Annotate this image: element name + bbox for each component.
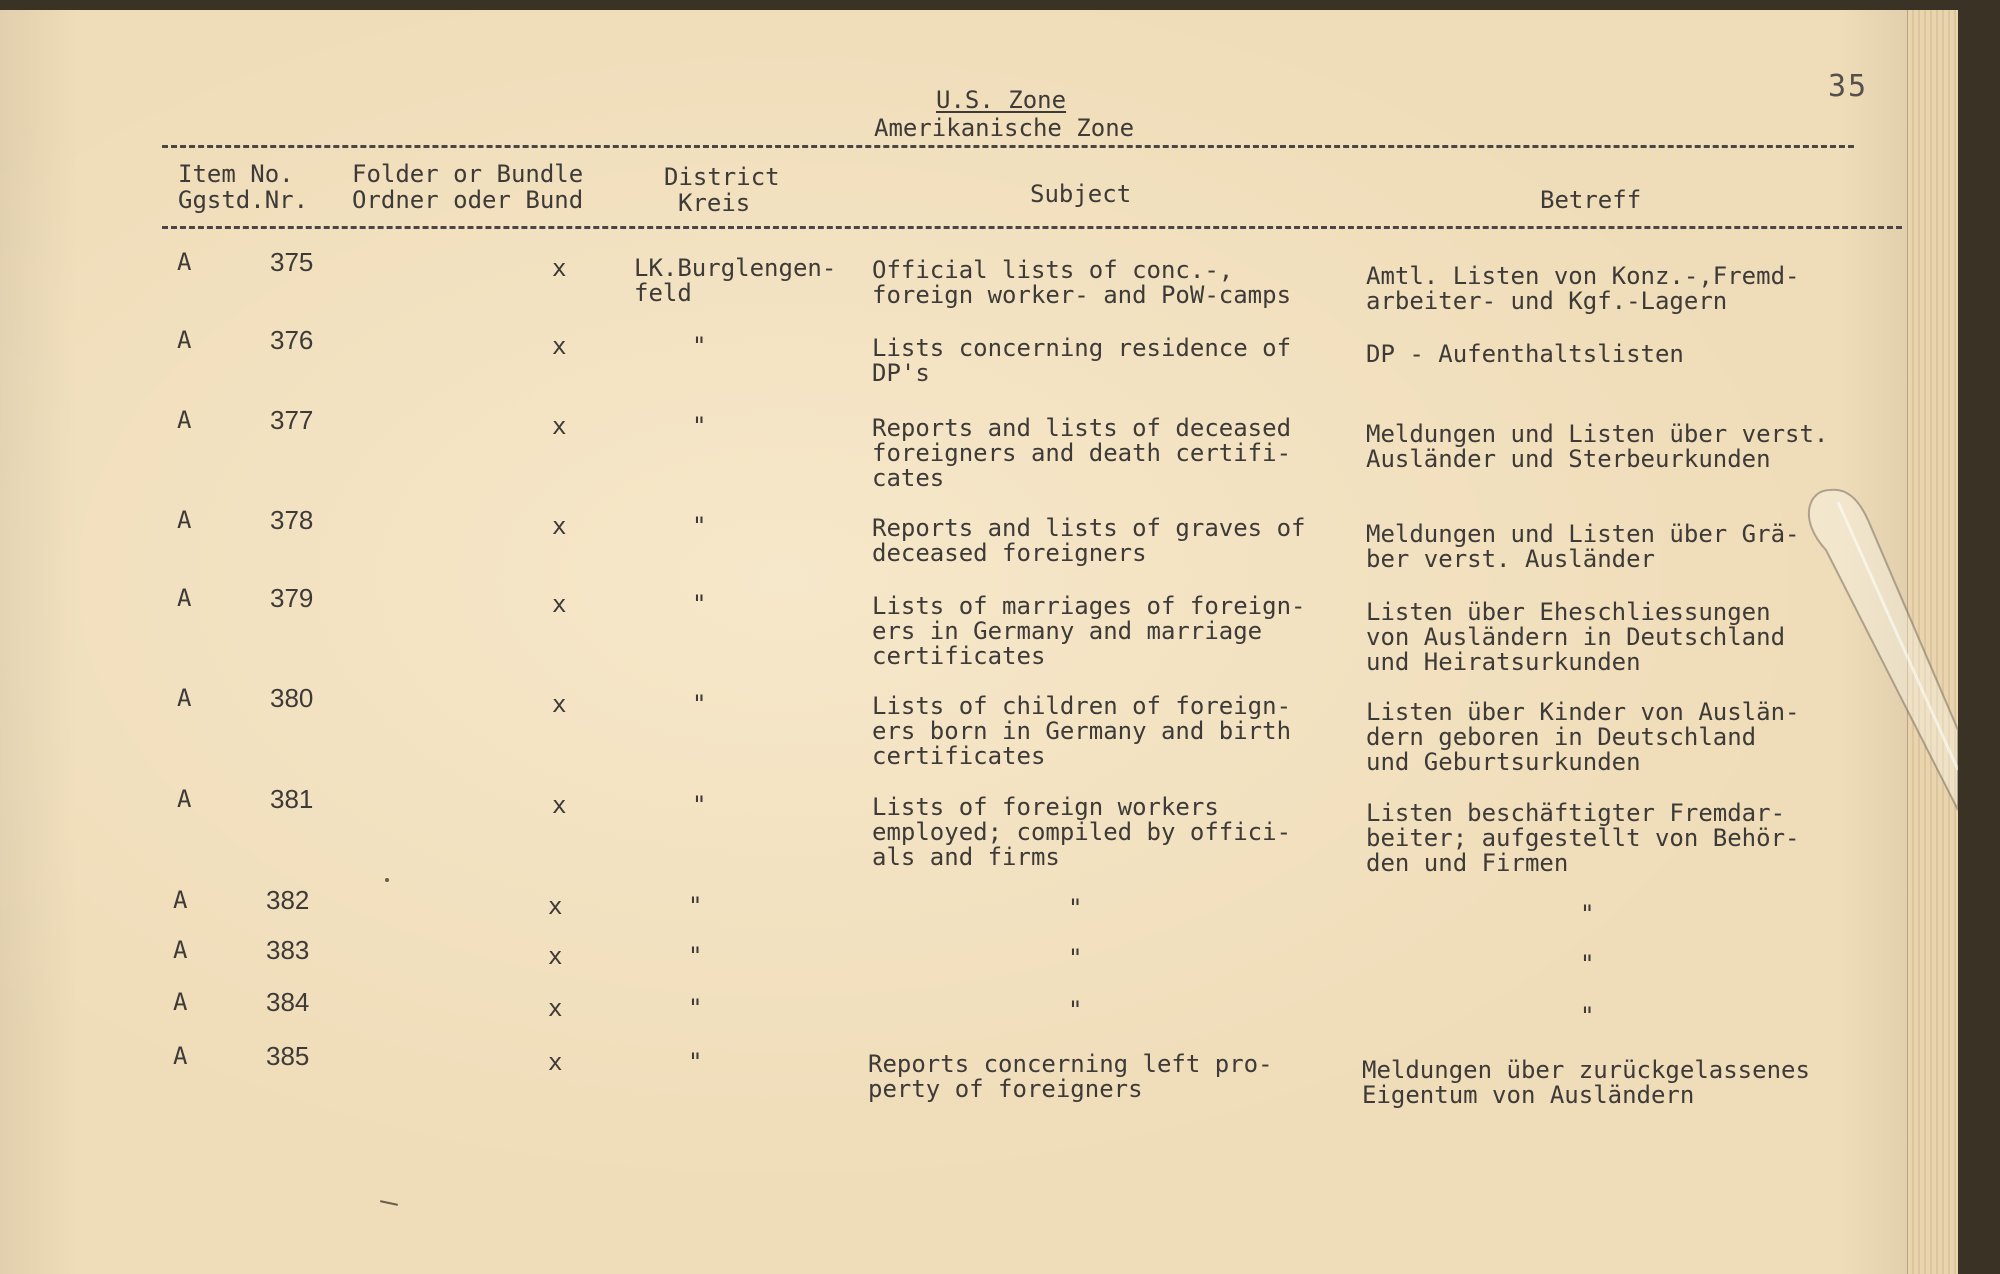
col-district-de: Kreis (678, 189, 751, 217)
col-district-en: District (664, 163, 780, 191)
subject-text: Lists of children of foreign- (872, 692, 1292, 720)
betreff-text: Listen über Kinder von Auslän- (1366, 698, 1800, 726)
item-number: 383 (266, 935, 310, 965)
col-folder-de: Ordner oder Bund (352, 186, 584, 214)
bundle-mark: x (548, 942, 563, 970)
subject-text: cates (872, 464, 945, 492)
betreff-text: Listen beschäftigter Fremdar- (1366, 799, 1786, 827)
col-item-en: Item No. (178, 160, 294, 188)
item-letter: A (173, 936, 188, 964)
item-letter: A (177, 684, 192, 712)
item-letter: A (177, 406, 192, 434)
district-text: LK.Burglengen- (634, 254, 837, 282)
subject-text: Official lists of conc.-, (872, 256, 1234, 284)
betreff-text: und Geburtsurkunden (1366, 748, 1641, 776)
document-page (0, 10, 1958, 1274)
betreff-text: Meldungen und Listen über Grä- (1366, 520, 1800, 548)
bundle-mark: x (552, 332, 567, 360)
item-letter: A (173, 886, 188, 914)
item-number: 384 (266, 987, 310, 1017)
zone-title-de: Amerikanische Zone (874, 114, 1135, 142)
subject-text: " (1068, 944, 1083, 972)
item-number: 376 (270, 325, 314, 355)
betreff-text: und Heiratsurkunden (1366, 648, 1641, 676)
item-letter: A (177, 248, 192, 276)
subject-text: certificates (872, 642, 1046, 670)
subject-text: Lists of foreign workers (872, 793, 1219, 821)
district-text: " (692, 791, 707, 819)
bundle-mark: x (552, 512, 567, 540)
betreff-text: Eigentum von Ausländern (1362, 1081, 1695, 1109)
betreff-text: Amtl. Listen von Konz.-,Fremd- (1366, 262, 1800, 290)
bundle-mark: x (552, 690, 567, 718)
header-rule-top (162, 145, 1854, 148)
subject-text: certificates (872, 742, 1046, 770)
district-text: " (692, 332, 707, 360)
subject-text: " (1068, 996, 1083, 1024)
betreff-text: DP - Aufenthaltslisten (1366, 340, 1684, 368)
betreff-text: " (1580, 1002, 1595, 1030)
subject-text: Reports and lists of graves of (872, 514, 1306, 542)
betreff-text: Listen über Eheschliessungen (1366, 598, 1771, 626)
district-text: feld (634, 279, 692, 307)
subject-text: foreigners and death certifi- (872, 439, 1292, 467)
betreff-text: beiter; aufgestellt von Behör- (1366, 824, 1800, 852)
col-item-de: Ggstd.Nr. (178, 186, 309, 214)
subject-text: DP's (872, 359, 930, 387)
betreff-text: dern geboren in Deutschland (1366, 723, 1757, 751)
col-folder-en: Folder or Bundle (352, 160, 584, 188)
item-number: 378 (270, 505, 314, 535)
betreff-text: von Ausländern in Deutschland (1366, 623, 1786, 651)
page-clip (1798, 480, 1958, 860)
bundle-mark: x (552, 254, 567, 282)
betreff-text: " (1580, 950, 1595, 978)
subject-text: Reports and lists of deceased (872, 414, 1292, 442)
col-betreff: Betreff (1540, 186, 1642, 214)
betreff-text: ber verst. Ausländer (1366, 545, 1655, 573)
item-letter: A (177, 506, 192, 534)
zone-title-en: U.S. Zone (936, 86, 1067, 114)
bundle-mark: x (552, 412, 567, 440)
item-number: 382 (266, 885, 310, 915)
district-text: " (692, 412, 707, 440)
item-letter: A (177, 326, 192, 354)
subject-text: ers born in Germany and birth (872, 717, 1292, 745)
subject-text: employed; compiled by offici- (872, 818, 1292, 846)
subject-text: Lists of marriages of foreign- (872, 592, 1306, 620)
subject-text: Reports concerning left pro- (868, 1050, 1273, 1078)
betreff-text: Meldungen und Listen über verst. (1366, 420, 1829, 448)
item-number: 381 (270, 784, 314, 814)
header-rule-bottom (162, 226, 1902, 229)
paper-speck (380, 1200, 398, 1206)
subject-text: perty of foreigners (868, 1075, 1143, 1103)
col-subject: Subject (1030, 180, 1132, 208)
district-text: " (688, 1048, 703, 1076)
subject-text: " (1068, 894, 1083, 922)
subject-text: foreign worker- and PoW-camps (872, 281, 1292, 309)
subject-text: als and firms (872, 843, 1060, 871)
item-number: 375 (270, 247, 314, 277)
betreff-text: Meldungen über zurückgelassenes (1362, 1056, 1810, 1084)
subject-text: Lists concerning residence of (872, 334, 1292, 362)
bundle-mark: x (552, 590, 567, 618)
district-text: " (688, 892, 703, 920)
paper-speck (385, 878, 389, 882)
district-text: " (692, 590, 707, 618)
district-text: " (688, 942, 703, 970)
bundle-mark: x (548, 1048, 563, 1076)
item-number: 380 (270, 683, 314, 713)
item-letter: A (177, 785, 192, 813)
district-text: " (692, 690, 707, 718)
item-number: 385 (266, 1041, 310, 1071)
bundle-mark: x (548, 994, 563, 1022)
bundle-mark: x (552, 791, 567, 819)
item-letter: A (173, 1042, 188, 1070)
item-letter: A (177, 584, 192, 612)
betreff-text: arbeiter- und Kgf.-Lagern (1366, 287, 1728, 315)
betreff-text: Ausländer und Sterbeurkunden (1366, 445, 1771, 473)
item-number: 377 (270, 405, 314, 435)
page-number: 35 (1828, 69, 1869, 104)
betreff-text: den und Firmen (1366, 849, 1569, 877)
subject-text: deceased foreigners (872, 539, 1147, 567)
bundle-mark: x (548, 892, 563, 920)
district-text: " (688, 994, 703, 1022)
item-letter: A (173, 988, 188, 1016)
item-number: 379 (270, 583, 314, 613)
betreff-text: " (1580, 900, 1595, 928)
district-text: " (692, 512, 707, 540)
subject-text: ers in Germany and marriage (872, 617, 1263, 645)
